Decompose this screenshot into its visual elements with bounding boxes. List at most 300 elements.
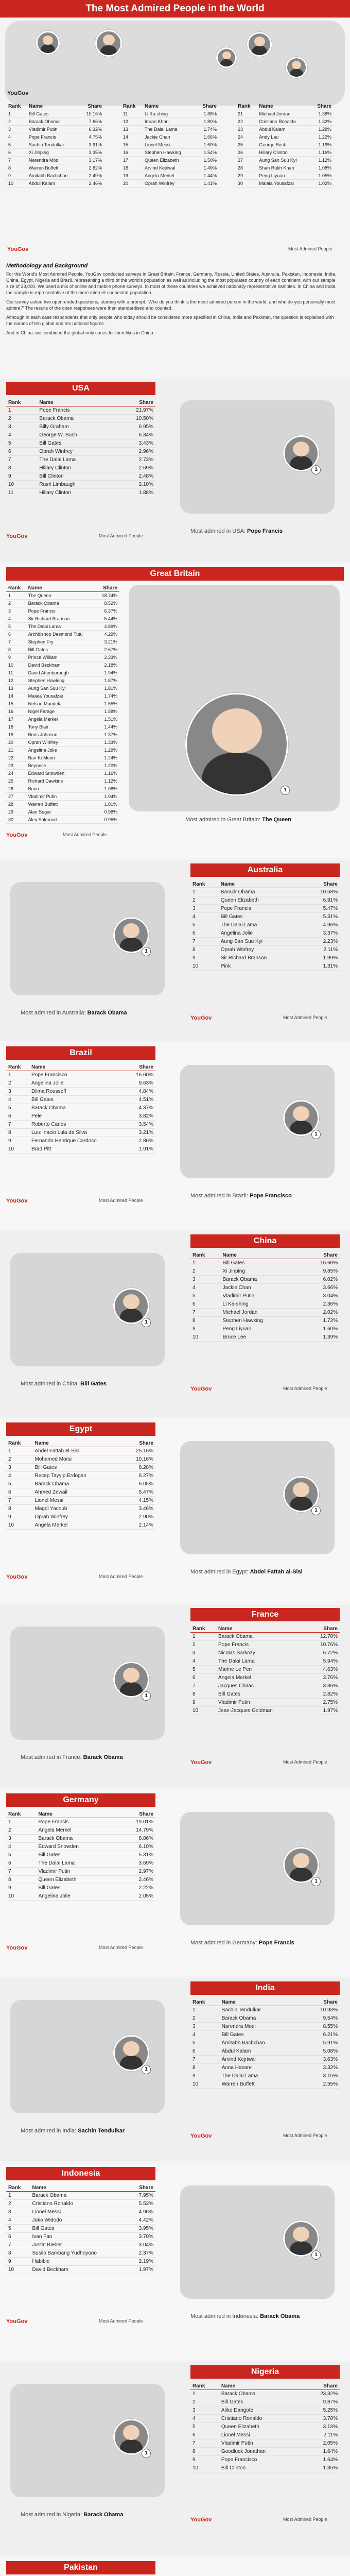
rank-one-badge: 1 xyxy=(311,465,321,474)
table-row xyxy=(190,1674,340,1682)
rank-cell: 5 xyxy=(6,141,27,149)
brand-logo: YouGov xyxy=(190,2517,212,2523)
name-cell: Angelina Jolie xyxy=(219,929,303,938)
name-cell: Oprah Winfrey xyxy=(32,1513,121,1521)
share-cell: 1.16% xyxy=(96,770,119,777)
rank-cell: 28 xyxy=(6,801,26,808)
country-section-brazil xyxy=(0,1043,350,1229)
rank-cell: 4 xyxy=(190,1657,216,1666)
ranking-table xyxy=(190,1252,340,1342)
rank-cell: 14 xyxy=(6,692,26,700)
name-cell: Oprah Winfrey xyxy=(37,448,115,456)
share-cell: 1.02% xyxy=(310,180,334,188)
share-cell: 1.65% xyxy=(96,700,119,708)
share-cell: 1.33% xyxy=(96,739,119,747)
share-cell: 6.10% xyxy=(116,1843,155,1851)
rank-cell: 11 xyxy=(121,110,143,118)
brand-logo: YouGov xyxy=(7,246,29,252)
rank-cell: 3 xyxy=(6,1835,37,1843)
share-cell: 3.63% xyxy=(302,2056,340,2064)
table-row xyxy=(6,1884,155,1892)
table-row xyxy=(6,2249,155,2258)
caption-name: Abdel Fattah al-Sisi xyxy=(250,1569,303,1575)
section-title: Germany xyxy=(6,1793,155,1807)
rank-cell: 8 xyxy=(6,646,26,654)
name-cell: Dilma Rousseff xyxy=(29,1088,126,1096)
table-row xyxy=(6,110,104,118)
table-row xyxy=(6,456,155,464)
name-cell: George Bush xyxy=(257,141,310,149)
share-cell: 1.08% xyxy=(96,785,119,793)
name-cell: Lionel Messi xyxy=(32,1497,121,1505)
table-row xyxy=(6,592,119,600)
name-cell: Warren Buffett xyxy=(220,2080,302,2089)
rank-cell: 4 xyxy=(6,2216,30,2225)
share-cell: 3.54% xyxy=(126,1121,155,1129)
table-row xyxy=(6,2216,155,2225)
caption-name: Barack Obama xyxy=(83,1754,123,1760)
name-cell: Barack Obama xyxy=(37,1835,117,1843)
column-header: Share xyxy=(302,1999,340,2006)
table-row xyxy=(236,172,334,180)
table-row xyxy=(190,2423,340,2431)
name-cell: Stephen Hawking xyxy=(221,1317,301,1325)
rank-cell: 2 xyxy=(190,2398,219,2406)
name-cell: Barack Obama xyxy=(29,1104,126,1112)
name-cell: Vladimir Putin xyxy=(219,2439,303,2448)
share-cell: 9.54% xyxy=(302,2014,340,2023)
ranking-table xyxy=(190,1625,340,1715)
share-cell: 1.66% xyxy=(195,133,219,141)
share-cell: 10.76% xyxy=(306,1641,340,1649)
rank-cell: 21 xyxy=(6,747,26,754)
share-cell: 3.32% xyxy=(302,2064,340,2072)
name-cell: Arvind Kejriwal xyxy=(220,2056,302,2064)
name-cell: Angela Merkel xyxy=(26,716,96,723)
section-footer-note: Most Admired People xyxy=(283,2133,327,2138)
share-cell: 4.51% xyxy=(126,1096,155,1104)
table-row xyxy=(190,1259,340,1267)
section-title: Pakistan xyxy=(6,2561,155,2574)
name-cell: Queen Elizabeth xyxy=(143,157,195,164)
caption-name: Pope Francis xyxy=(258,1940,294,1946)
rank-cell: 9 xyxy=(6,2258,30,2266)
rank-cell: 3 xyxy=(6,2208,30,2216)
share-cell: 2.23% xyxy=(303,938,340,946)
share-cell: 1.50% xyxy=(195,157,219,164)
table-row xyxy=(190,896,340,905)
share-cell: 16.66% xyxy=(301,1259,340,1267)
share-cell: 4.89% xyxy=(96,623,119,631)
share-cell: 1.74% xyxy=(96,692,119,700)
rank-cell: 15 xyxy=(6,700,26,708)
table-row xyxy=(190,1300,340,1309)
table-row xyxy=(190,1707,340,1715)
name-cell: Jackie Chan xyxy=(221,1284,301,1292)
name-cell: Alex Salmond xyxy=(26,816,96,824)
name-cell: Barack Obama xyxy=(220,2014,302,2023)
column-header: Rank xyxy=(6,2184,30,2192)
caption-prefix: Most admired in Indonesia: xyxy=(190,2313,260,2319)
rank-one-badge: 1 xyxy=(311,2250,321,2260)
name-cell: The Dalai Lama xyxy=(143,126,195,133)
column-header: Share xyxy=(303,881,340,888)
name-cell: Sir Richard Branson xyxy=(26,615,96,623)
table-row xyxy=(190,2456,340,2464)
caption-name: Barack Obama xyxy=(87,1010,127,1016)
rank-cell: 8 xyxy=(6,1505,32,1513)
share-cell: 8.86% xyxy=(116,1835,155,1843)
table-header-row xyxy=(190,1625,340,1633)
column-header: Name xyxy=(257,103,310,110)
caption-name: Bill Gates xyxy=(80,1381,107,1387)
table-row xyxy=(6,2241,155,2249)
table-row xyxy=(6,2266,155,2274)
table-row xyxy=(6,600,119,607)
rank-cell: 6 xyxy=(190,2431,219,2439)
share-cell: 2.69% xyxy=(115,464,155,472)
table-row xyxy=(6,1121,155,1129)
share-cell: 2.86% xyxy=(126,1137,155,1145)
most-admired-caption xyxy=(190,1940,294,1946)
table-row xyxy=(6,1497,155,1505)
share-cell: 1.01% xyxy=(96,801,119,808)
share-cell: 2.02% xyxy=(301,1309,340,1317)
rank-cell: 28 xyxy=(236,164,257,172)
rank-cell: 8 xyxy=(190,2448,219,2456)
share-cell: 2.75% xyxy=(306,1699,340,1707)
share-cell: 2.82% xyxy=(80,164,104,172)
rank-cell: 7 xyxy=(6,638,26,646)
name-cell: Pope Francis xyxy=(27,133,80,141)
table-row xyxy=(190,2023,340,2031)
ranking-table xyxy=(6,585,119,824)
table-row xyxy=(190,946,340,954)
table-row xyxy=(6,1129,155,1137)
table-row xyxy=(6,141,104,149)
name-cell: Edward Snowden xyxy=(26,770,96,777)
name-cell: Luiz Inacio Lula da Silva xyxy=(29,1129,126,1137)
rank-cell: 3 xyxy=(6,607,26,615)
rank-cell: 1 xyxy=(190,2006,220,2014)
rank-cell: 9 xyxy=(6,472,37,481)
rank-one-badge: 1 xyxy=(281,786,290,795)
rank-cell: 13 xyxy=(6,685,26,692)
name-cell: Tony Blair xyxy=(26,723,96,731)
caption-prefix: Most admired in Great Britain: xyxy=(185,817,262,823)
share-cell: 1.72% xyxy=(301,1317,340,1325)
rank-cell: 3 xyxy=(190,2406,219,2415)
name-cell: David Beckham xyxy=(30,2266,129,2274)
name-cell: Sir Richard Branson xyxy=(219,954,303,962)
name-cell: Peng Liyuan xyxy=(257,172,310,180)
rank-cell: 8 xyxy=(6,1876,37,1884)
rank-cell: 26 xyxy=(236,149,257,157)
rank-cell: 16 xyxy=(6,708,26,716)
table-row xyxy=(6,2225,155,2233)
share-cell: 4.37% xyxy=(126,1104,155,1112)
name-cell: Pope Francis xyxy=(37,406,115,415)
name-cell: Magdi Yacoub xyxy=(32,1505,121,1513)
table-row xyxy=(190,888,340,896)
table-row xyxy=(6,662,119,669)
share-cell: 2.19% xyxy=(129,2258,155,2266)
rank-cell: 1 xyxy=(190,888,219,896)
name-cell: Bill Gates xyxy=(216,1690,306,1699)
name-cell: Bill Gates xyxy=(219,913,303,921)
section-title: USA xyxy=(6,382,155,395)
methodology-text xyxy=(6,263,341,339)
table-row xyxy=(190,1325,340,1333)
share-cell: 1.60% xyxy=(195,141,219,149)
share-cell: 2.10% xyxy=(115,481,155,489)
table-header-row xyxy=(190,881,340,888)
ranking-table xyxy=(6,103,104,188)
rank-cell: 7 xyxy=(6,1121,29,1129)
share-cell: 2.14% xyxy=(121,1521,155,1530)
column-header: Name xyxy=(37,1811,117,1818)
table-row xyxy=(6,747,119,754)
rank-cell: 1 xyxy=(6,1447,32,1455)
name-cell: Pope Francis xyxy=(37,1818,117,1826)
rank-cell: 6 xyxy=(6,1112,29,1121)
share-cell: 10.16% xyxy=(121,1455,155,1464)
rank-cell: 9 xyxy=(6,172,27,180)
column-header: Rank xyxy=(190,1252,221,1259)
column-header: Rank xyxy=(6,399,37,406)
share-cell: 4.29% xyxy=(96,631,119,638)
rank-cell: 10 xyxy=(190,1707,216,1715)
name-cell: Nicolas Sarkozy xyxy=(216,1649,306,1657)
column-header: Name xyxy=(26,585,96,592)
name-cell: Bill Gates xyxy=(37,439,115,448)
ranking-table xyxy=(6,1064,155,1154)
column-header: Name xyxy=(30,2184,129,2192)
share-cell: 6.32% xyxy=(80,126,104,133)
rank-cell: 5 xyxy=(6,1480,32,1488)
country-section-egypt xyxy=(0,1419,350,1602)
table-row xyxy=(6,607,119,615)
rank-cell: 7 xyxy=(6,2241,30,2249)
table-row xyxy=(190,1682,340,1690)
rank-cell: 15 xyxy=(121,141,143,149)
name-cell: Stephen Hawking xyxy=(143,149,195,157)
rank-cell: 8 xyxy=(6,1129,29,1137)
methodology-paragraph: For the World's Most Admired People, YouGov conducted surveys in Great Britain, France, Germany, Russia, United States, Australia, Pakistan, Indonesia, India, China, Egypt, Nigeria and Brazil, representing a third of the world's population as well as including the most populated country of each continent, with our sample size of 23,000. We used a mix of online and mobile phone surveys. In most of these countries we achieved nationally representative samples. In China and India, the sample is representative of the more internet-connected population. xyxy=(6,272,337,295)
section-title: China xyxy=(190,1234,340,1248)
name-cell: Anna Hazare xyxy=(220,2064,302,2072)
table-row xyxy=(6,415,155,423)
table-row xyxy=(6,739,119,747)
table-row xyxy=(6,1480,155,1488)
table-row xyxy=(6,692,119,700)
most-admired-caption xyxy=(21,2512,123,2518)
section-footer-note: Most Admired People xyxy=(99,1198,143,1203)
share-cell: 2.82% xyxy=(306,1690,340,1699)
rank-cell: 4 xyxy=(6,431,37,439)
share-cell: 5.08% xyxy=(302,2047,340,2056)
table-row xyxy=(6,1892,155,1901)
section-title: Egypt xyxy=(6,1422,155,1436)
name-cell: Pope Francis xyxy=(219,905,303,913)
caption-prefix: Most admired in Germany: xyxy=(190,1940,259,1946)
name-cell: Oprah Winfrey xyxy=(219,946,303,954)
rank-cell: 5 xyxy=(6,623,26,631)
section-title: Indonesia xyxy=(6,2167,155,2180)
rank-cell: 4 xyxy=(6,133,27,141)
name-cell: Lionel Messi xyxy=(219,2431,303,2439)
table-row xyxy=(190,938,340,946)
name-cell: Recep Tayyip Erdogan xyxy=(32,1472,121,1480)
share-cell: 3.70% xyxy=(129,2233,155,2241)
column-header: Share xyxy=(80,103,104,110)
section-title: Brazil xyxy=(6,1046,155,1060)
column-header: Share xyxy=(96,585,119,592)
table-row xyxy=(121,149,219,157)
share-cell: 1.97% xyxy=(129,2266,155,2274)
ranking-table xyxy=(121,103,219,188)
brand-logo: YouGov xyxy=(6,533,28,539)
share-cell: 1.35% xyxy=(303,2464,340,2472)
rank-cell: 8 xyxy=(6,2249,30,2258)
share-cell: 1.99% xyxy=(303,954,340,962)
country-section-france xyxy=(0,1605,350,1788)
name-cell: Bruce Lee xyxy=(221,1333,301,1342)
name-cell: Aung San Suu Kyi xyxy=(257,157,310,164)
table-row xyxy=(6,770,119,777)
most-admired-caption xyxy=(190,1569,303,1575)
share-cell: 9.85% xyxy=(301,1267,340,1276)
name-cell: Pope Francis xyxy=(26,607,96,615)
rank-cell: 18 xyxy=(6,723,26,731)
name-cell: Abdul Kalam xyxy=(27,180,80,188)
caption-prefix: Most admired in France: xyxy=(21,1754,83,1760)
name-cell: Richard Dawkins xyxy=(26,777,96,785)
column-header: Rank xyxy=(190,1625,216,1633)
rank-cell: 1 xyxy=(6,592,26,600)
table-row xyxy=(190,2464,340,2472)
table-header-row xyxy=(6,1064,155,1071)
share-cell: 1.44% xyxy=(96,723,119,731)
table-row xyxy=(190,1276,340,1284)
share-cell: 1.49% xyxy=(195,164,219,172)
rank-cell: 20 xyxy=(121,180,143,188)
table-row xyxy=(6,133,104,141)
brand-logo: YouGov xyxy=(6,832,28,838)
brand-logo: YouGov xyxy=(6,1574,28,1580)
table-row xyxy=(6,762,119,770)
share-cell: 5.91% xyxy=(302,2039,340,2047)
share-cell: 10.58% xyxy=(303,888,340,896)
rank-cell: 29 xyxy=(236,172,257,180)
brand-logo: YouGov xyxy=(7,90,29,96)
name-cell: Aung San Suu Kyi xyxy=(219,938,303,946)
ranking-table xyxy=(6,1440,155,1530)
rank-cell: 1 xyxy=(190,2390,219,2398)
name-cell: Barack Obama xyxy=(30,2192,129,2200)
name-cell: Arvind Kejriwal xyxy=(143,164,195,172)
name-cell: Jacques Chirac xyxy=(216,1682,306,1690)
name-cell: Vladimir Putin xyxy=(37,1868,117,1876)
name-cell: Goodluck Jonathan xyxy=(219,2448,303,2456)
table-header-row xyxy=(236,103,334,110)
name-cell: Beyonce xyxy=(26,762,96,770)
name-cell: Pope Francis xyxy=(216,1641,306,1649)
column-header: Name xyxy=(221,1252,301,1259)
caption-prefix: Most admired in Egypt: xyxy=(190,1569,250,1575)
name-cell: Bill Gates xyxy=(221,1259,301,1267)
section-title: Great Britain xyxy=(6,567,344,581)
avatar xyxy=(247,32,272,57)
table-row xyxy=(6,1488,155,1497)
most-admired-caption xyxy=(185,817,291,823)
share-cell: 4.96% xyxy=(129,2208,155,2216)
rank-cell: 29 xyxy=(6,808,26,816)
rank-cell: 5 xyxy=(6,2225,30,2233)
share-cell: 2.22% xyxy=(116,1884,155,1892)
rank-cell: 4 xyxy=(6,1472,32,1480)
rank-cell: 27 xyxy=(6,793,26,801)
name-cell: Oprah Winfrey xyxy=(26,739,96,747)
column-header: Rank xyxy=(190,1999,220,2006)
rank-cell: 12 xyxy=(121,118,143,126)
name-cell: The Dalai Lama xyxy=(37,456,115,464)
rank-cell: 6 xyxy=(190,2047,220,2056)
section-title: Nigeria xyxy=(190,2365,340,2379)
table-row xyxy=(6,423,155,431)
table-row xyxy=(121,172,219,180)
rank-cell: 10 xyxy=(6,180,27,188)
rank-cell: 7 xyxy=(190,2056,220,2064)
rank-cell: 24 xyxy=(6,770,26,777)
table-row xyxy=(190,1267,340,1276)
rank-one-badge: 1 xyxy=(142,2065,151,2074)
table-row xyxy=(236,149,334,157)
rank-cell: 8 xyxy=(6,164,27,172)
name-cell: Pope Francisco xyxy=(219,2456,303,2464)
table-row xyxy=(6,685,119,692)
table-row xyxy=(6,2200,155,2208)
share-cell: 16.60% xyxy=(126,1071,155,1079)
table-row xyxy=(190,2390,340,2398)
rank-cell: 12 xyxy=(6,677,26,685)
rank-cell: 23 xyxy=(6,762,26,770)
name-cell: Cristiano Ronaldo xyxy=(257,118,310,126)
rank-cell: 9 xyxy=(190,2456,219,2464)
rank-cell: 10 xyxy=(6,1145,29,1154)
rank-cell: 6 xyxy=(6,631,26,638)
column-header: Share xyxy=(115,399,155,406)
avatar xyxy=(286,57,307,78)
rank-cell: 7 xyxy=(190,1309,221,1317)
table-row xyxy=(6,754,119,762)
name-cell: Li Ka-shing xyxy=(143,110,195,118)
name-cell: Vladimir Putin xyxy=(26,793,96,801)
table-row xyxy=(190,2072,340,2080)
table-row xyxy=(121,164,219,172)
table-header-row xyxy=(190,1999,340,2006)
name-cell: Stephen Hawking xyxy=(26,677,96,685)
table-row xyxy=(6,2192,155,2200)
ranking-table xyxy=(6,399,155,497)
table-row xyxy=(190,1641,340,1649)
table-row xyxy=(6,615,119,623)
name-cell: Aliko Dangote xyxy=(219,2406,303,2415)
table-row xyxy=(6,472,155,481)
rank-cell: 22 xyxy=(6,754,26,762)
rank-cell: 14 xyxy=(121,133,143,141)
share-cell: 6.21% xyxy=(302,2031,340,2039)
